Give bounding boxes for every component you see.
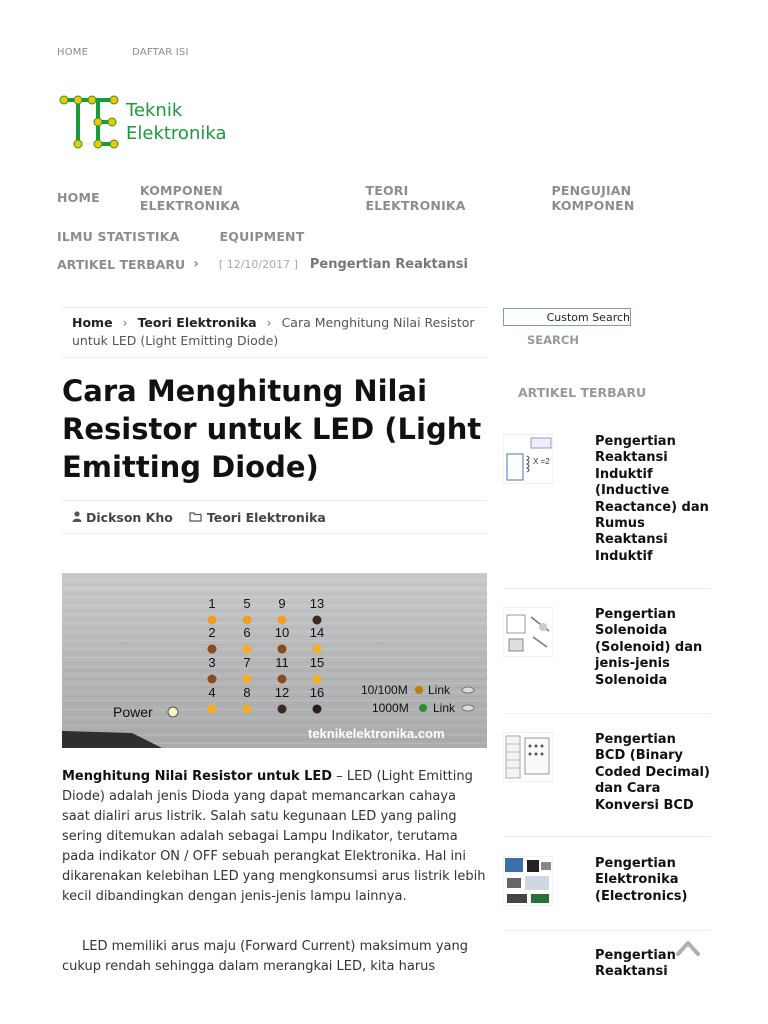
port-number-label: 7 (243, 655, 251, 670)
post-divider (503, 713, 710, 714)
paragraph-1-text: – LED (Light Emitting Diode) adalah jenis Dioda yang dapat memancarkan cahaya saat dialiri arus listrik. Salah satu kegunaan LED yang paling sering ditemukan adalah sebagai Lampu Indikator, terutama pada indikator ON / OFF sebuah perangkat Elektronika. Hal ini dikarenakan kelebihan LED yang mengkonsumsi arus listrik lebih kecil dibandingkan dengan jenis-jenis lampu lainnya. (62, 769, 486, 904)
link-label-1: Link (428, 683, 451, 697)
nav-equipment[interactable]: EQUIPMENT (219, 229, 305, 244)
ticker-label: ARTIKEL TERBARU (57, 256, 186, 272)
article-body (62, 767, 487, 977)
port-led (278, 705, 287, 714)
nav-pengujian-komponen[interactable]: PENGUJIAN KOMPONEN (551, 182, 635, 213)
breadcrumb-home[interactable]: Home (72, 315, 113, 330)
nav-teori-elektronika[interactable]: TEORI ELEKTRONIKA (365, 182, 466, 213)
port-number-label: 10 (274, 625, 290, 640)
site-logo[interactable] (58, 94, 227, 150)
port-led (208, 616, 217, 625)
hero-image (62, 573, 487, 748)
main-nav-row-1 (57, 178, 717, 217)
post-thumbnail (503, 948, 553, 998)
chevron-right-icon: › (266, 315, 272, 330)
post-divider (503, 930, 710, 931)
port-number-label: 15 (309, 655, 325, 670)
port-led (278, 645, 287, 654)
port-led (243, 675, 252, 684)
port-number-label: 11 (275, 655, 289, 670)
sidebar (503, 308, 710, 400)
breadcrumb-current: Cara Menghitung Nilai Resistor untuk LED (Light Emitting Diode) (72, 315, 475, 348)
port-number-label: 12 (274, 685, 290, 700)
port-number-label: 4 (208, 685, 216, 700)
post-thumbnail (503, 607, 553, 657)
port-led (278, 616, 287, 625)
port-number-label: 2 (208, 625, 216, 640)
sidebar-post[interactable] (503, 434, 710, 565)
author-link[interactable]: Dickson Kho (86, 509, 173, 525)
port-led (278, 675, 287, 684)
logo-text (126, 99, 227, 145)
category-link[interactable]: Teori Elektronika (206, 509, 326, 525)
logo-mark-icon (58, 94, 120, 150)
paragraph-1 (62, 767, 487, 907)
breadcrumb (62, 307, 487, 358)
port-led (313, 675, 322, 684)
port-number-label: 8 (243, 685, 251, 700)
port-number-label: 13 (309, 596, 325, 611)
sidebar-post[interactable] (503, 732, 710, 814)
power-label: Power (113, 704, 153, 720)
post-title[interactable]: Pengertian Reaktansi Induktif (Inductive Reactance) dan Rumus Reaktansi Induktif (595, 434, 709, 564)
port-number-label: 16 (309, 685, 325, 700)
sidebar-section-title: ARTIKEL TERBARU (518, 385, 647, 400)
top-nav-home[interactable]: HOME (57, 47, 89, 58)
logo-line-1: Teknik (126, 100, 183, 121)
ticker-title-link[interactable]: Pengertian Reaktansi (309, 256, 468, 272)
main-nav-row-2 (57, 217, 717, 256)
article-meta (62, 500, 487, 534)
port-number-label: 1 (208, 596, 216, 611)
port-led (313, 645, 322, 654)
top-nav-daftar-isi[interactable]: DAFTAR ISI (132, 47, 189, 58)
search-button[interactable]: SEARCH (527, 333, 579, 347)
port-number-label: 6 (243, 625, 251, 640)
ticker-date: [ 12/10/2017 ] (218, 257, 298, 271)
post-divider (503, 588, 710, 589)
post-title[interactable]: Pengertian Reaktansi (595, 948, 676, 980)
port-led (243, 616, 252, 625)
nav-komponen-elektronika[interactable]: KOMPONEN ELEKTRONIKA (139, 182, 241, 213)
speed-1000-label: 1000M (372, 701, 409, 715)
power-led (168, 707, 178, 717)
watermark: teknikelektronika.com (308, 726, 445, 741)
post-thumbnail (503, 732, 553, 782)
port-led (208, 705, 217, 714)
port-number-label: 3 (208, 655, 216, 670)
post-divider (503, 836, 710, 837)
breadcrumb-category[interactable]: Teori Elektronika (137, 315, 257, 330)
post-title[interactable]: Pengertian BCD (Binary Coded Decimal) dan Cara Konversi BCD (595, 732, 710, 813)
paragraph-2: LED memiliki arus maju (Forward Current) maksimum yang cukup rendah sehingga dalam merangkai LED, kita harus (62, 939, 469, 974)
port-led (208, 675, 217, 684)
nav-ilmu-statistika[interactable]: ILMU STATISTIKA (57, 229, 180, 244)
link-label-2: Link (433, 701, 456, 715)
folder-icon (189, 510, 203, 525)
port-led (313, 705, 322, 714)
post-thumbnail (503, 856, 553, 906)
sidebar-post[interactable] (503, 607, 710, 689)
post-thumbnail (503, 434, 553, 484)
svg-text:X =2: X =2 (533, 457, 550, 466)
link-led-green (419, 704, 427, 712)
port-led (243, 705, 252, 714)
port-led (243, 645, 252, 654)
chevron-right-icon: › (193, 256, 199, 272)
post-title[interactable]: Pengertian Elektronika (Electronics) (595, 856, 688, 904)
main-nav (57, 178, 717, 256)
search-input[interactable]: Custom Search (503, 308, 631, 326)
logo-line-2: Elektronika (126, 123, 227, 144)
article-title: Cara Menghitung Nilai Resistor untuk LED (Light Emitting Diode) (62, 374, 482, 484)
port-led (313, 616, 322, 625)
port-led (208, 645, 217, 654)
port-number-label: 9 (278, 596, 286, 611)
port-number-label: 14 (309, 625, 325, 640)
top-nav (57, 47, 189, 58)
back-to-top-icon[interactable] (676, 938, 700, 958)
sidebar-post[interactable] (503, 856, 710, 906)
link-led-amber (415, 686, 423, 694)
user-icon (72, 510, 82, 525)
port-number-label: 5 (243, 596, 251, 611)
speed-100-label: 10/100M (361, 683, 408, 697)
post-title[interactable]: Pengertian Solenoida (Solenoid) dan jenis-jenis Solenoida (595, 607, 703, 688)
latest-ticker (57, 256, 468, 272)
paragraph-1-lead: Menghitung Nilai Resistor untuk LED (62, 769, 333, 784)
chevron-right-icon: › (122, 315, 128, 330)
nav-home[interactable]: HOME (57, 190, 100, 205)
